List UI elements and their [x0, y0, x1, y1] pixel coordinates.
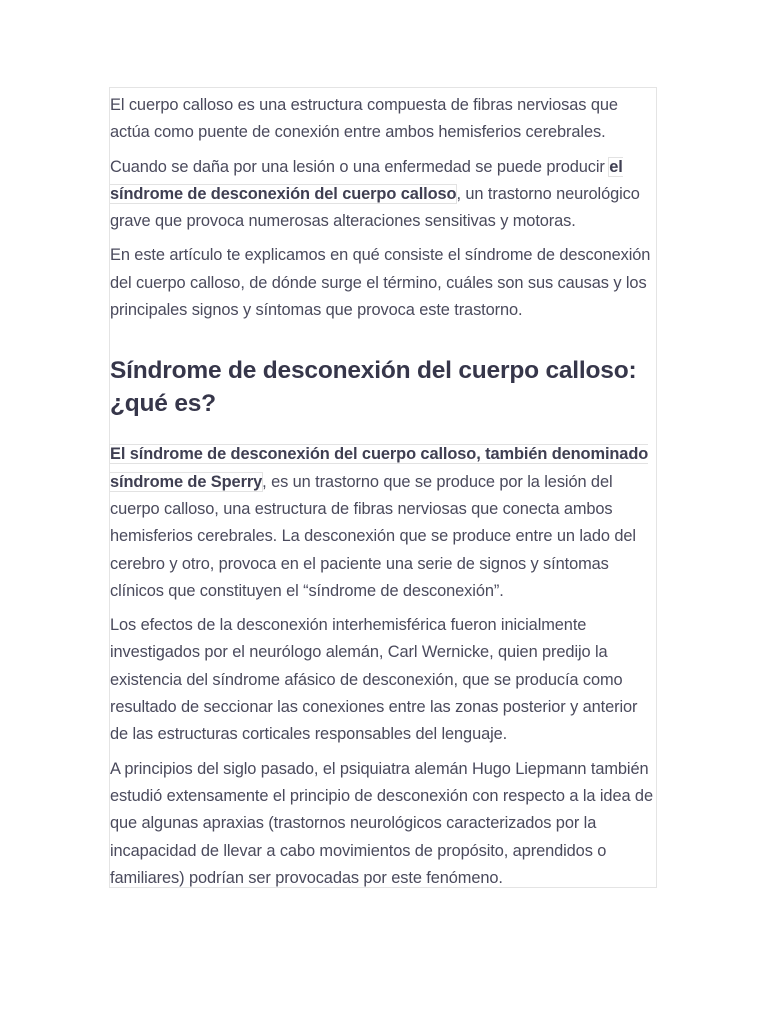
paragraph-text: Cuando se daña por una lesión o una enfermedad se puede producir — [110, 157, 610, 176]
paragraph-text: , es un trastorno que se produce por la lesión del cuerpo calloso, una estructura de fibras nerviosas que conecta ambos hemisferios cerebrales. La desconexión que se produce entre un lado del cerebro y otro, provoca en el paciente una serie de signos y síntomas clínicos que constituyen el “síndrome de desconexión”. — [110, 472, 636, 600]
section-heading: Síndrome de desconexión del cuerpo calloso: ¿qué es? — [110, 357, 637, 418]
intro-paragraph: El cuerpo calloso es una estructura compuesta de fibras nerviosas que actúa como puente de conexión entre ambos hemisferios cerebrales. — [110, 96, 618, 142]
highlighted-term: El síndrome de desconexión del cuerpo calloso, también denominado síndrome de Sperry — [110, 445, 649, 491]
paragraph-text: , un trastorno neurológico grave que provoca numerosas alteraciones sensitivas y motoras. — [110, 184, 640, 231]
wernicke-paragraph: Los efectos de la desconexión interhemisférica fueron inicialmente investigados por el neurólogo alemán, Carl Wernicke, quien predijo la existencia del síndrome afásico de desconexión, que se producía como resultado de seccionar las conexiones entre las zonas posterior y anterior de las estructuras corticales responsables del lenguaje. — [110, 616, 638, 744]
article-content — [109, 87, 657, 888]
damage-paragraph — [110, 154, 656, 236]
liepmann-paragraph: A principios del siglo pasado, el psiquiatra alemán Hugo Liepmann también estudió extensamente el principio de desconexión con respecto a la idea de que algunas apraxias (trastornos neurológicos caracterizados por la incapacidad de llevar a cabo movimientos de propósito, aprendidos o familiares) podrían ser provocadas por este fenómeno. — [110, 759, 653, 887]
summary-paragraph: En este artículo te explicamos en qué consiste el síndrome de desconexión del cuerpo calloso, de dónde surge el término, cuáles son sus causas y los principales signos y síntomas que provoca este trastorno. — [110, 246, 651, 320]
definition-paragraph — [110, 441, 656, 605]
highlighted-term: el síndrome de desconexión del cuerpo calloso — [110, 157, 623, 203]
